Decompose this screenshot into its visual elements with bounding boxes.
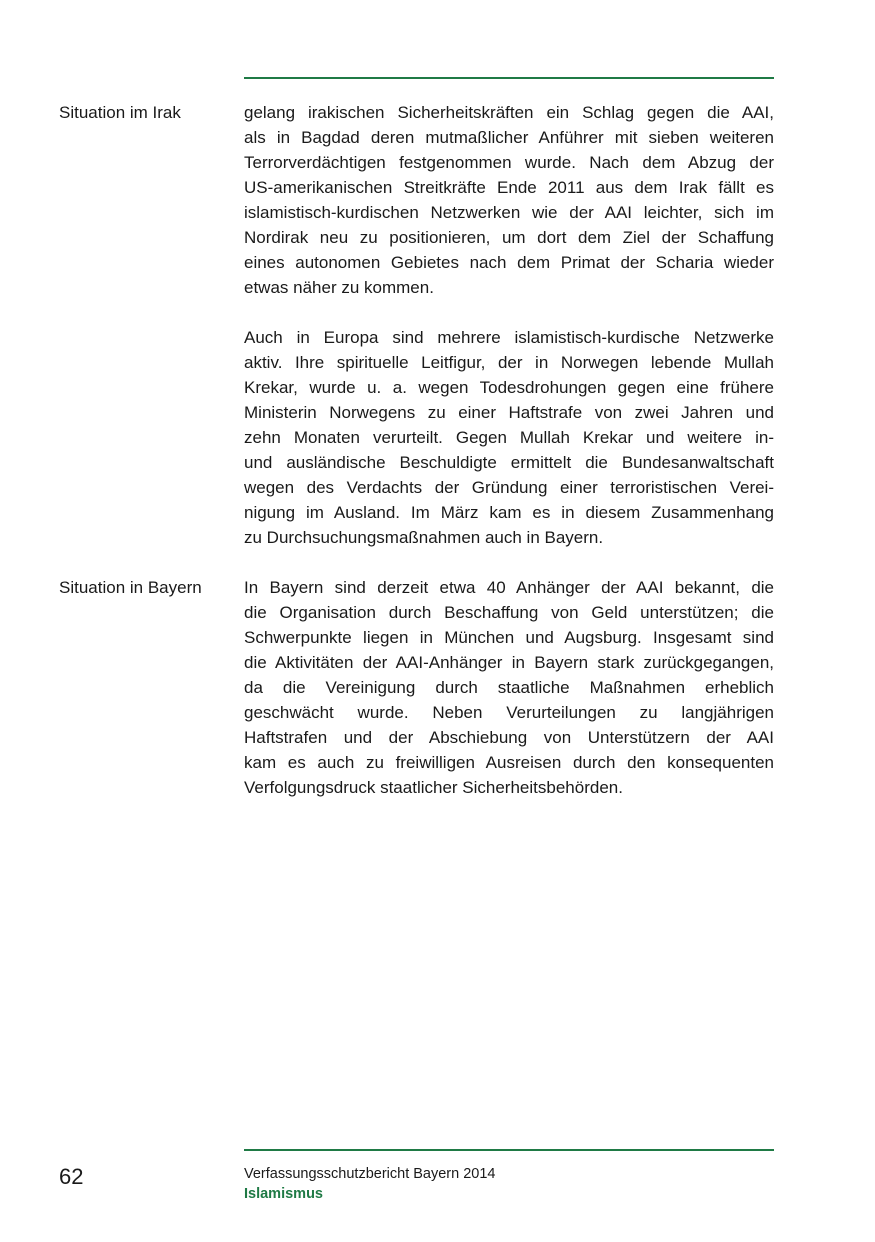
text-line: die Aktivitäten der AAI-Anhänger in Bayern stark zurückgegangen, [244,653,774,672]
text-line: und ausländische Beschuldigte ermittelt die Bundesanwaltschaft [244,453,774,472]
text-line: US-amerikanischen Streitkräfte Ende 2011 aus dem Irak fällt es [244,178,774,197]
margin-heading-bayern: Situation in Bayern [59,578,202,597]
text-line: eines autonomen Gebietes nach dem Primat der Scharia wieder [244,253,774,272]
text-line: Schwerpunkte liegen in München und Augsburg. Insgesamt sind [244,628,774,647]
header-rule [244,77,774,79]
paragraph-irak-2 [244,325,774,550]
text-line: In Bayern sind derzeit etwa 40 Anhänger der AAI bekannt, die [244,578,774,597]
footer-rule [244,1149,774,1151]
paragraph-bayern-1 [244,575,774,800]
chapter-title: Islamismus [244,1186,323,1202]
text-line: nigung im Ausland. Im März kam es in diesem Zusammenhang [244,503,774,522]
text-line: Ministerin Norwegens zu einer Haftstrafe von zwei Jahren und [244,403,774,422]
text-line: Krekar, wurde u. a. wegen Todesdrohungen gegen eine frühere [244,378,774,397]
publication-title: Verfassungsschutzbericht Bayern 2014 [244,1166,496,1182]
text-line: zehn Monaten verurteilt. Gegen Mullah Krekar und weitere in- [244,428,774,447]
page-number: 62 [59,1164,84,1189]
text-line: Terrorverdächtigen festgenommen wurde. Nach dem Abzug der [244,153,774,172]
text-line: gelang irakischen Sicherheitskräften ein Schlag gegen die AAI, [244,103,774,122]
text-line: aktiv. Ihre spirituelle Leitfigur, der in Norwegen lebende Mullah [244,353,774,372]
text-line: Haftstrafen und der Abschiebung von Unterstützern der AAI [244,728,774,747]
text-line: etwas näher zu kommen. [244,278,434,297]
text-line: Auch in Europa sind mehrere islamistisch-kurdische Netzwerke [244,328,774,347]
paragraph-irak-1 [244,100,774,300]
text-line: islamistisch-kurdischen Netzwerken wie der AAI leichter, sich im [244,203,774,222]
text-line: Verfolgungsdruck staatlicher Sicherheitsbehörden. [244,778,623,797]
body-column-irak [244,100,774,550]
text-line: als in Bagdad deren mutmaßlicher Anführer mit sieben weiteren [244,128,774,147]
text-line: Nordirak neu zu positionieren, um dort dem Ziel der Schaffung [244,228,774,247]
text-line: zu Durchsuchungsmaßnahmen auch in Bayern. [244,528,604,547]
text-line: die Organisation durch Beschaffung von Geld unterstützen; die [244,603,774,622]
text-line: geschwächt wurde. Neben Verurteilungen zu langjährigen [244,703,774,722]
text-line: da die Vereinigung durch staatliche Maßnahmen erheblich [244,678,774,697]
text-line: wegen des Verdachts der Gründung einer terroristischen Verei- [244,478,774,497]
body-column-bayern [244,575,774,800]
margin-heading-irak: Situation im Irak [59,103,181,122]
text-line: kam es auch zu freiwilligen Ausreisen durch den konsequenten [244,753,774,772]
